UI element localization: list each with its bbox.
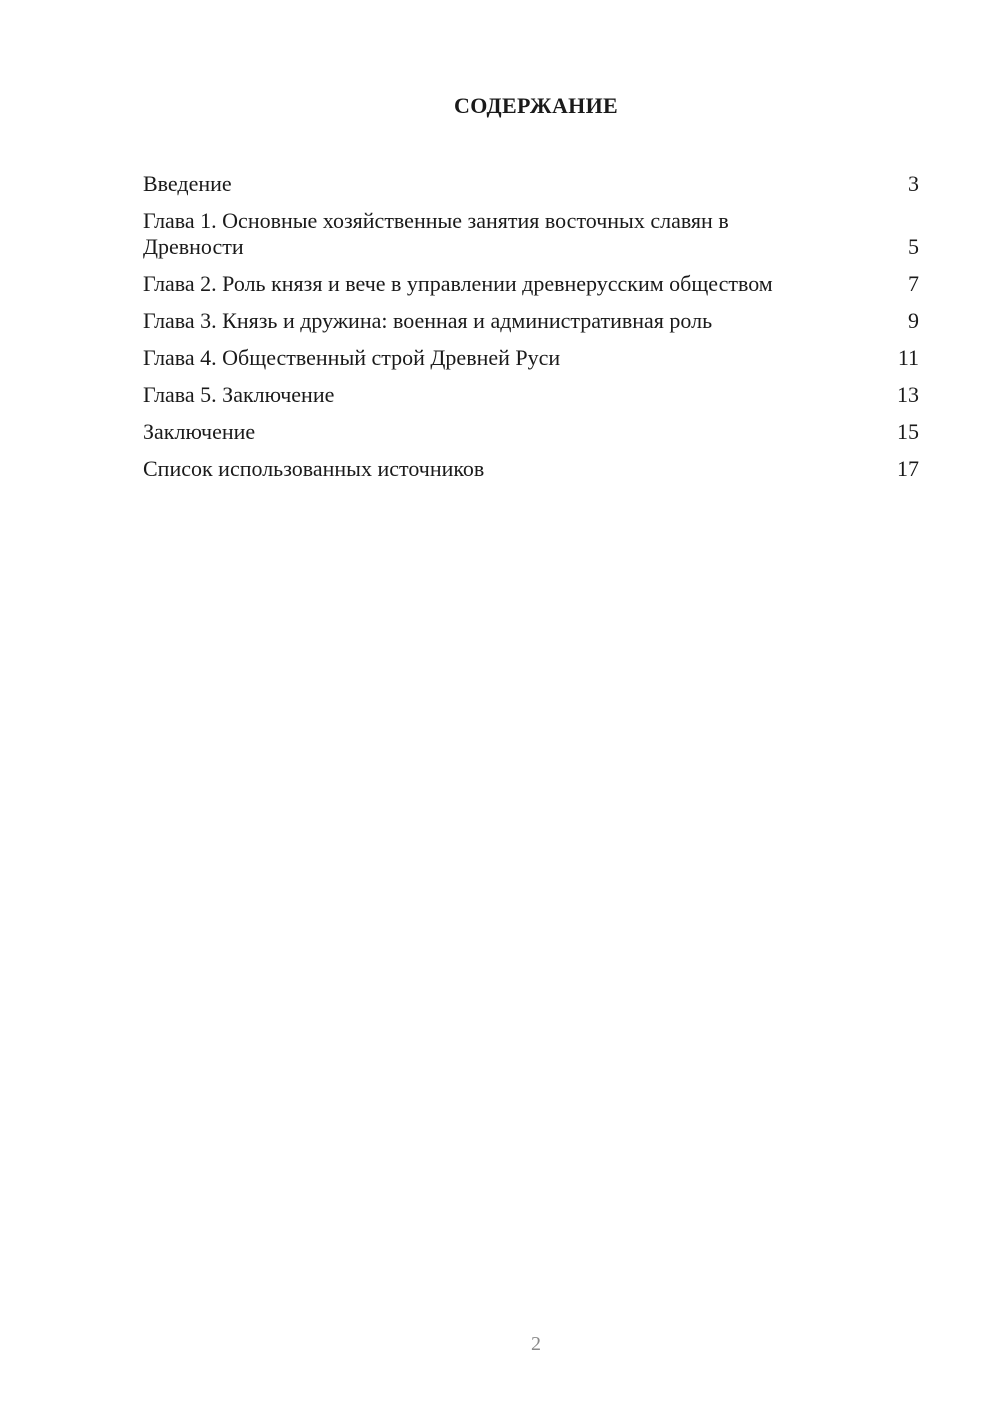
toc-entry-page: 9 — [908, 308, 919, 333]
toc-entry-page: 13 — [897, 382, 919, 407]
toc-entry-chapter-2 — [143, 271, 919, 297]
toc-entry-chapter-1 — [143, 208, 919, 260]
toc-entry-title: Глава 4. Общественный строй Древней Руси — [143, 345, 561, 370]
toc-entry-title: Введение — [143, 171, 232, 196]
toc-entry-chapter-5 — [143, 382, 919, 408]
toc-entry-page: 15 — [897, 419, 919, 444]
toc-entry-page: 11 — [897, 345, 919, 370]
toc-entry-title: Глава 5. Заключение — [143, 382, 335, 407]
toc-entry-title: Глава 3. Князь и дружина: военная и административная роль — [143, 308, 713, 333]
toc-entry-page: 3 — [908, 171, 919, 196]
toc-entry-page: 17 — [897, 456, 919, 481]
toc-entry-references — [143, 456, 919, 482]
toc-entry-page: 7 — [908, 271, 919, 296]
table-of-contents — [143, 171, 919, 493]
toc-entry-title: Список использованных источников — [143, 456, 485, 481]
toc-entry-introduction — [143, 171, 919, 197]
toc-entry-title: Глава 1. Основные хозяйственные занятия восточных славян в Древности — [143, 208, 729, 259]
toc-entry-chapter-4 — [143, 345, 919, 371]
toc-entry-title: Глава 2. Роль князя и вече в управлении древнерусским обществом — [143, 271, 773, 296]
toc-entry-chapter-3 — [143, 308, 919, 334]
page-number: 2 — [531, 1333, 541, 1355]
toc-entry-title: Заключение — [143, 419, 256, 444]
toc-entry-conclusion — [143, 419, 919, 445]
toc-heading: СОДЕРЖАНИЕ — [454, 93, 618, 118]
toc-entry-page: 5 — [908, 234, 919, 259]
